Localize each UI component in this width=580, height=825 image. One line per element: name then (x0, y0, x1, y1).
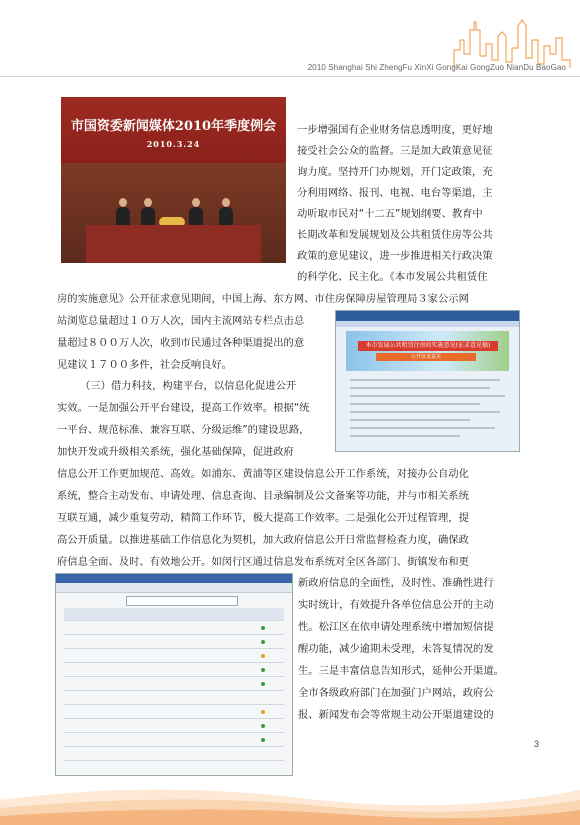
table-row (64, 636, 284, 649)
text-placeholder (350, 403, 480, 405)
table-row (64, 706, 284, 719)
table-row (64, 664, 284, 677)
table-row (64, 720, 284, 733)
status-dot (261, 626, 265, 630)
text-line: 政策的意见建议，进一步推进相关行政决策 (297, 250, 493, 262)
table-header-row (64, 608, 284, 621)
text-line: 实效。一是加强公开平台建设，提高工作效率。根据“统 (57, 402, 310, 414)
attendee (189, 207, 203, 227)
banner-headline: 本市发展公共租赁住房的实施意见(征求意见稿) (358, 341, 498, 351)
table-row (64, 748, 284, 761)
site-banner (346, 331, 509, 371)
browser-title-bar (336, 311, 519, 321)
page-number: 3 (534, 739, 540, 749)
text-line: 询力度。坚持开门办规划，开门定政策，充 (297, 166, 493, 178)
text-line: 分利用网络、报刊、电视、电台等渠道，主 (297, 187, 493, 199)
text-line: 醒功能，减少逾期未受理，未答复情况的发 (298, 643, 494, 655)
status-dot (261, 724, 265, 728)
meeting-photo (61, 97, 286, 263)
text-line: 系统，整合主动发布、申请处理、信息查询、目录编制及公文备案等功能，并与市相关系统 (57, 490, 469, 502)
status-dot (261, 710, 265, 714)
text-placeholder (350, 427, 495, 429)
text-line: 全市各级政府部门在加强门户网站，政府公 (298, 687, 494, 699)
table-row (64, 678, 284, 691)
text-line: 长期改革和发展规划及公共租赁住房等公共 (297, 229, 493, 241)
banner-subheadline: 公开征求意见 (376, 353, 476, 361)
text-line: 新政府信息的全面性，及时性、准确性进行 (298, 577, 494, 589)
text-line: 实时统计，有效提升各单位信息公开的主动 (298, 599, 494, 611)
browser-title-bar (56, 574, 292, 583)
text-placeholder (350, 435, 460, 437)
site-nav-bar (336, 321, 519, 327)
text-line: 见建议１７００多件，社会反响良好。 (57, 359, 233, 371)
text-line: 站浏览总量超过１０万人次，国内主流网站专栏点击总 (57, 315, 305, 327)
text-placeholder (350, 411, 500, 413)
table-title-box (126, 596, 238, 606)
table-row (64, 622, 284, 635)
footer-decoration (0, 770, 580, 825)
text-line: 互联互通，减少重复劳动，精简工作环节，极大提高工作效率。二是强化公开过程管理，提 (57, 512, 469, 524)
text-line: 信息公开工作更加规范、高效。如浦东、黄浦等区建设信息公开工作系统，对接办公自动化 (57, 468, 469, 480)
text-line: 量超过８００万人次，收到市民通过各种渠道提出的意 (57, 337, 305, 349)
text-line: 一平台、规范标准、兼容互联、分级运维”的建设思路， (57, 424, 310, 436)
banner-title: 市国资委新闻媒体2010年季度例会 (70, 119, 277, 134)
table-row (64, 734, 284, 747)
text-line: 性。松江区在依申请处理系统中增加短信提 (298, 621, 494, 633)
housing-website-screenshot (335, 310, 520, 452)
status-dot (261, 640, 265, 644)
running-header: 2010 Shanghai Shi ZhengFu XinXi GongKai GongZuo NianDu BaoGao (307, 63, 566, 72)
city-skyline-logo (452, 10, 572, 70)
attendee (219, 207, 233, 227)
text-line: 接受社会公众的监督。三是加大政策意见征 (297, 145, 493, 157)
header-divider (0, 76, 580, 77)
text-line: 府信息全面、及时、有效地公开。如闵行区通过信息发布系统对全区各部门、街镇发布和更 (57, 556, 469, 568)
meeting-banner (61, 97, 286, 163)
attendee (116, 207, 130, 227)
text-placeholder (350, 419, 470, 421)
table-row (64, 692, 284, 705)
text-line: 高公开质量。以推进基础工作信息化为契机，加大政府信息公开日常监督检查力度，确保政 (57, 534, 469, 546)
attendee (141, 207, 155, 227)
text-placeholder (350, 387, 490, 389)
text-line: 动听取市民对“十二五”规划纲要、教育中 (297, 208, 483, 220)
head-table (86, 225, 261, 263)
text-placeholder (350, 379, 500, 381)
status-dot (261, 654, 265, 658)
text-line: 报、新闻发布会等常规主动公开渠道建设的 (298, 709, 494, 721)
status-dot (261, 738, 265, 742)
info-system-screenshot (55, 573, 293, 776)
browser-toolbar (56, 583, 292, 593)
text-line: （三）借力科技，构建平台，以信息化促进公开 (80, 380, 297, 392)
text-line: 生。三是丰富信息告知形式，延伸公开渠道。 (298, 665, 504, 677)
text-placeholder (350, 395, 505, 397)
status-dot (261, 668, 265, 672)
text-line: 的科学化、民主化。《本市发展公共租赁住 (297, 271, 488, 283)
status-dot (261, 682, 265, 686)
text-line: 房的实施意见》公开征求意见期间，中国上海、东方网、市住房保障房屋管理局３家公示网 (57, 293, 469, 305)
banner-date: 2010.3.24 (146, 139, 201, 149)
text-line: 加快开发或升级相关系统，强化基础保障，促进政府 (57, 446, 294, 458)
table-row (64, 650, 284, 663)
text-line: 一步增强国有企业财务信息透明度，更好地 (297, 124, 493, 136)
